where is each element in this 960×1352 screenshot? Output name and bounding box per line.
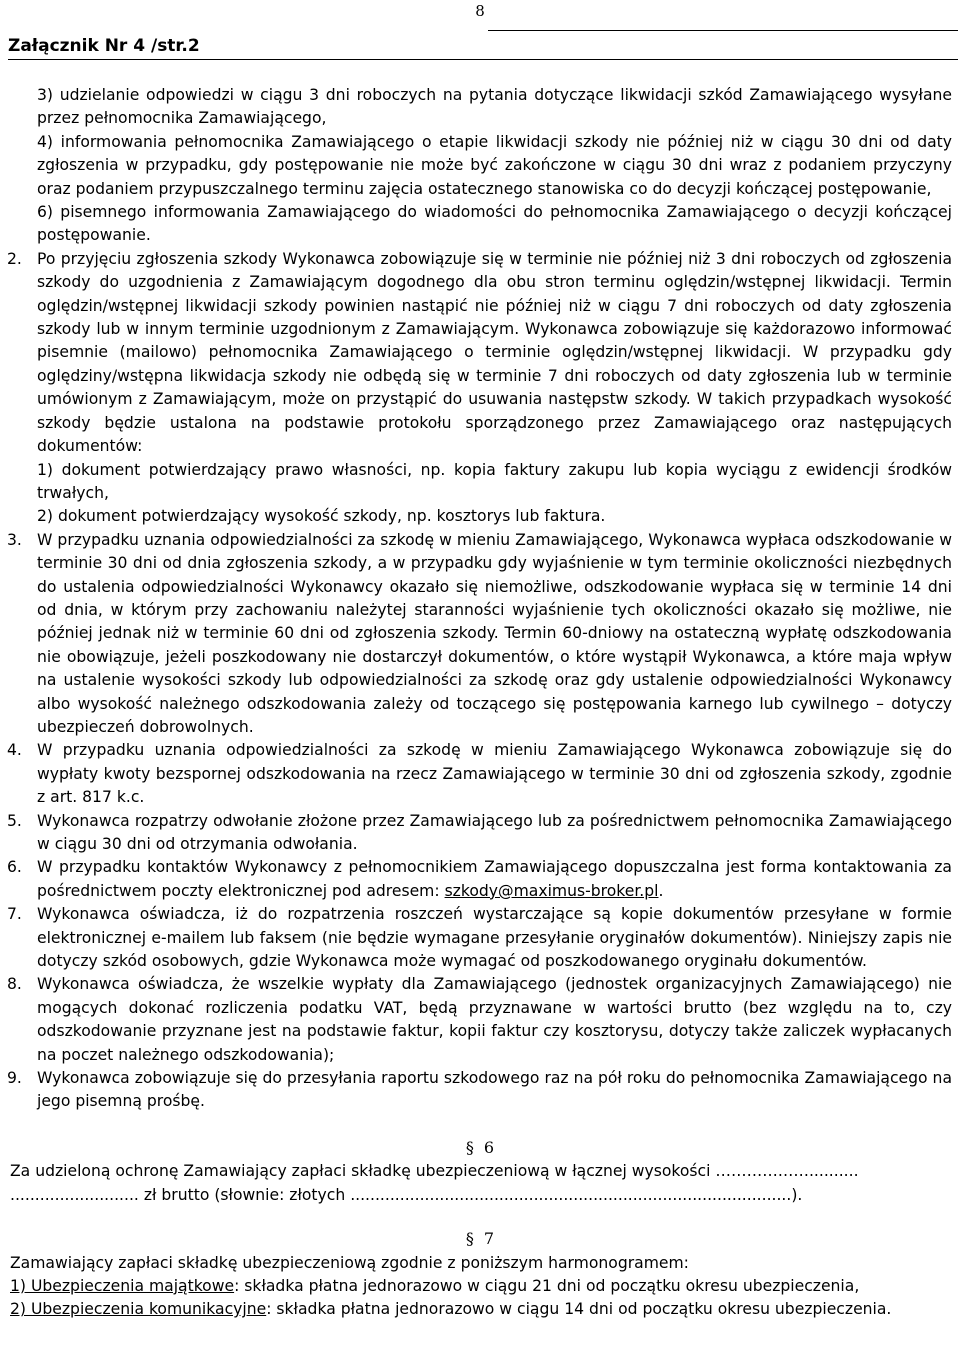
paragraph-2 [7,248,952,529]
paragraph-text: Wykonawca rozpatrzy odwołanie złożone przez Zamawiającego lub za pośrednictwem pełnomocnika Zamawiającego w ciągu 30 dni od otrzymania odwołania. [37,811,952,853]
section-number: 6 [483,1137,495,1157]
attachment-title: Załącznik Nr 4 /str.2 [8,36,200,56]
paragraph-text: Wykonawca oświadcza, że wszelkie wypłaty dla Zamawiającego (jednostek organizacyjnych Zamawiającego) nie mogących dokonać rozliczenia podatku VAT, będą przyznawane w wartości brutto (bez względu na to, czy odszkodowanie przyznane jest na podstawie faktur, kopii faktur czy kosztorysu, dotyczy także zaliczek wypłacanych na poczet należnego odszkodowania); [37,975,952,1064]
list-item-6: 6) pisemnego informowania Zamawiającego do wiadomości do pełnomocnika Zamawiającego o decyzji kończącej postępowanie. [37,203,952,245]
document-1: 1) dokument potwierdzający prawo własności, np. kopia faktury zakupu lub kopia wyciągu z ewidencji środków trwałych, [37,460,952,502]
schedule-label: 2) Ubezpieczenia komunikacyjne [10,1300,267,1319]
email-link[interactable]: szkody@maximus-broker.pl [444,881,659,900]
header-rule [488,30,958,31]
paragraph-3 [7,529,952,740]
list-item-4: 4) informowania pełnomocnika Zamawiającego o etapie likwidacji szkody nie później niż w ciągu 30 dni od daty zgłoszenia w przypadku, gdy postępowanie nie może być zakończone w ciągu 30 dni wraz z podaniem przyczyny oraz podaniem przypuszczalnego terminu zajęcia ostatecznego stanowiska co do decyzji kończącej postępowanie, [37,132,952,198]
section-6-heading [0,1136,960,1160]
section-sign: § [465,1137,474,1157]
paragraph-number: 5. [7,811,22,830]
paragraph-text: Wykonawca oświadcza, iż do rozpatrzenia roszczeń wystarczające są kopie dokumentów przesyłane w formie elektronicznej e-mailem lub faksem (nie będzie wymagane przesyłanie oryginałów dokumentów). Niniejszy zapis nie dotyczy szkód osobowych, gdzie Wykonawca może wymagać od poszkodowanego oryginału dokumentów. [37,905,952,971]
premium-amount-line: Za udzieloną ochronę Zamawiający zapłaci składkę ubezpieczeniową w łącznej wysokości ……………….......... [10,1162,859,1181]
paragraph-text: W przypadku kontaktów Wykonawcy z pełnomocnikiem Zamawiającego dopuszczalna jest forma kontaktowania za pośrednictwem poczty elektronicznej pod adresem: [37,858,952,900]
section-number: 7 [483,1229,495,1249]
schedule-text: : składka płatna jednorazowo w ciągu 21 dni od początku okresu ubezpieczenia, [234,1276,860,1295]
section-7-heading [0,1227,960,1251]
paragraph-number: 3. [7,530,22,549]
schedule-text: : składka płatna jednorazowo w ciągu 14 dni od początku okresu ubezpieczenia. [266,1300,892,1319]
schedule-label: 1) Ubezpieczenia majątkowe [10,1276,235,1295]
document-2: 2) dokument potwierdzający wysokość szkody, np. kosztorys lub faktura. [37,507,606,526]
paragraph-number: 4. [7,741,22,760]
page-number: 8 [475,2,485,20]
paragraph-number: 7. [7,905,22,924]
paragraph-number: 9. [7,1069,22,1088]
paragraph-text: Wykonawca zobowiązuje się do przesyłania raportu szkodowego raz na pół roku do pełnomocnika Zamawiającego na jego pisemną prośbę. [37,1069,952,1111]
paragraph-8 [7,973,952,1067]
schedule-row-motor [10,1298,952,1321]
paragraph-text: W przypadku uznania odpowiedzialności za szkodę w mieniu Zamawiającego Wykonawca zobowiązuje się do wypłaty kwoty bezspornej odszkodowania na rzecz Zamawiającego w terminie 30 dni od zgłoszenia szkody, zgodnie z art. 817 k.c. [37,741,952,807]
schedule-row-property [10,1275,952,1298]
section-sign: § [465,1229,474,1249]
premium-words-line: .......................... zł brutto (słownie: złotych .........................................................................................). [10,1185,803,1204]
paragraph-end: . [658,881,664,900]
document-body [0,84,960,1322]
page-header [8,34,958,60]
paragraph-4 [7,739,952,809]
paragraph-5 [7,810,952,857]
paragraph-text: Po przyjęciu zgłoszenia szkody Wykonawca zobowiązuje się w terminie nie później niż 3 dni roboczych od zgłoszenia szkody do uzgodnienia z Zamawiającym dogodnego dla obu stron terminu oględzin/wstępnej likwidacji. Termin oględzin/wstępnej likwidacji szkody powinien nastąpić nie później niż w ciągu 7 dni roboczych od daty zgłoszenia szkody lub w innym terminie uzgodnionym z Zamawiającym. Wykonawca zobowiązuje się każdorazowo informować pisemnie (mailowo) pełnomocnika Zamawiającego o terminie oględzin/wstępnej likwidacji. W przypadku gdy oględziny/wstępna likwidacja szkody nie odbędą się w terminie 7 dni roboczych od daty zgłoszenia lub w terminie umówionym z Zamawiającym, może on przystąpić do usuwania następstw szkody. W takich przypadkach wysokość szkody będzie ustalona na podstawie protokołu sporządzonego przez Zamawiającego oraz następujących dokumentów: [37,249,952,456]
schedule-intro: Zamawiający zapłaci składkę ubezpieczeniową zgodnie z poniższym harmonogramem: [10,1253,689,1272]
paragraph-number: 2. [7,249,22,268]
paragraph-number: 8. [7,975,22,994]
paragraph-7 [7,903,952,973]
list-item-3: 3) udzielanie odpowiedzi w ciągu 3 dni roboczych na pytania dotyczące likwidacji szkód Zamawiającego wysyłane przez pełnomocnika Zamawiającego, [37,86,952,128]
paragraph-text: W przypadku uznania odpowiedzialności za szkodę w mieniu Zamawiającego, Wykonawca wypłaca odszkodowanie w terminie 30 dni od dnia zgłoszenia szkody, a w przypadku gdy wyjaśnienie w tym terminie okoliczności niezbędnych do ustalenia odpowiedzialności Wykonawcy okazało się niemożliwe, odszkodowanie wypłaca się w terminie 14 dni od dnia, w którym przy zachowaniu należytej staranności wyjaśnienie tych okoliczności okazało się możliwe, nie później jednak niż w terminie 60 dni od zgłoszenia szkody. Termin 60-dniowy na ostateczną wypłatę odszkodowania nie obowiązuje, jeżeli poszkodowany nie dostarczył dokumentów, o które wystąpił Wykonawca, a które maja wpływ na ustalenie wysokości szkody lub odpowiedzialności za szkodę oraz gdy ustalenie odpowiedzialności Wykonawcy albo wysokość należnego odszkodowania zależy od toczącego się postępowania karnego lub cywilnego – dotyczy ubezpieczeń dobrowolnych. [37,530,952,736]
paragraph-6 [7,856,952,903]
paragraph-9 [7,1067,952,1114]
paragraph-number: 6. [7,858,22,877]
